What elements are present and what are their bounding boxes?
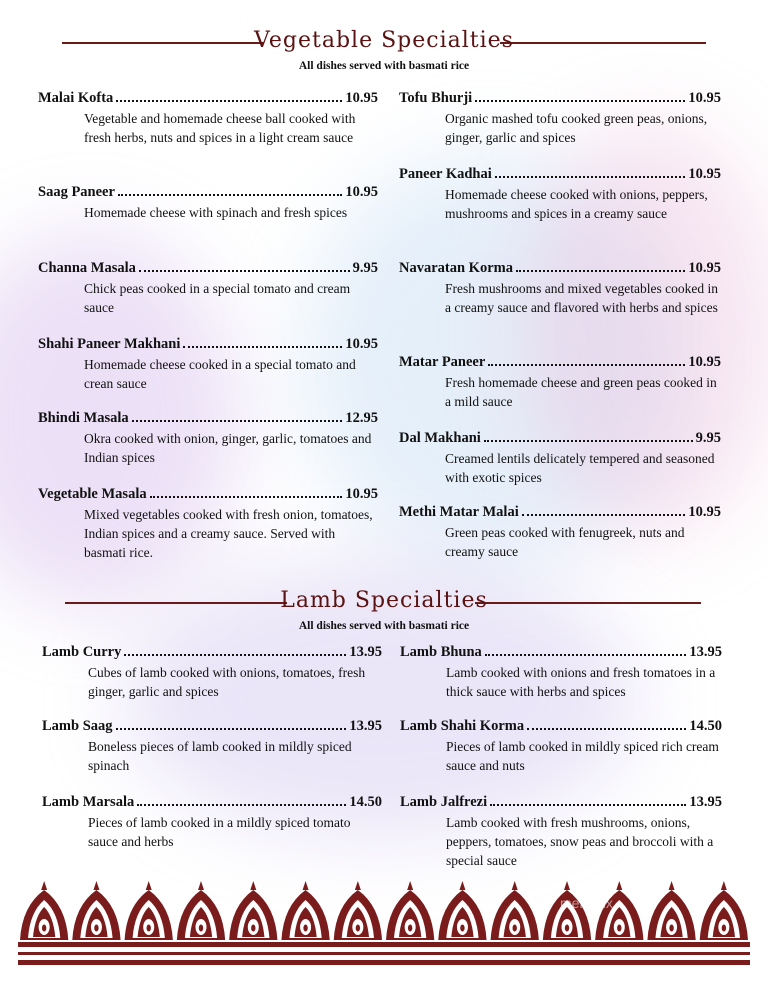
paisley-motif-dot	[460, 925, 464, 932]
dot-leader	[132, 420, 343, 422]
menu-item-description: Fresh homemade cheese and green peas cooked in a mild sauce	[445, 375, 717, 409]
menu-item-name: Channa Masala	[38, 260, 136, 276]
dot-leader	[183, 346, 342, 348]
paisley-motif-dot	[356, 925, 360, 932]
menu-item-name: Bhindi Masala	[38, 410, 129, 426]
paisley-motif-tip	[407, 881, 413, 890]
dot-leader	[118, 194, 342, 196]
border-band	[18, 952, 750, 955]
menu-item-description: Fresh mushrooms and mixed vegetables cooked in a creamy sauce and flavored with herbs and spices	[445, 281, 718, 315]
menu-item-price: 10.95	[345, 336, 378, 352]
menu-item-description: Mixed vegetables cooked with fresh onion, tomatoes, Indian spices and a creamy sauce. Served with basmati rice.	[84, 507, 373, 560]
dot-leader	[150, 496, 343, 498]
paisley-motif-tip	[721, 881, 727, 890]
menu-item	[399, 430, 721, 487]
dot-leader	[137, 804, 346, 806]
paisley-motif-tip	[93, 881, 99, 890]
menu-item-line	[38, 184, 378, 201]
menu-item	[38, 410, 378, 467]
menu-item	[38, 486, 378, 562]
menu-item-description: Boneless pieces of lamb cooked in mildly spiced spinach	[88, 739, 352, 773]
dot-leader	[116, 100, 342, 102]
border-band	[18, 942, 750, 947]
menu-item-line	[399, 166, 721, 183]
menu-item-name: Dal Makhani	[399, 430, 481, 446]
paisley-motif-tip	[198, 881, 204, 890]
menu-item-line	[400, 794, 722, 811]
menu-item-price: 10.95	[688, 90, 721, 106]
menu-item-name: Lamb Curry	[42, 644, 122, 660]
section-subtitle: All dishes served with basmati rice	[298, 60, 470, 72]
menu-item-price: 13.95	[689, 794, 722, 810]
menu-item-price: 10.95	[688, 504, 721, 520]
dot-leader	[116, 728, 347, 730]
menu-item	[399, 354, 721, 411]
menu-item-price: 12.95	[345, 410, 378, 426]
section-header-vegetable	[0, 28, 768, 78]
paisley-motif-dot	[303, 925, 307, 932]
section-title: Lamb Specialties	[280, 588, 488, 613]
menu-item-name: Methi Matar Malai	[399, 504, 519, 520]
menu-item	[400, 794, 722, 870]
dot-leader	[488, 364, 685, 366]
menu-item-line	[38, 336, 378, 353]
menu-item-name: Matar Paneer	[399, 354, 486, 370]
menu-item-line	[400, 718, 722, 735]
dot-leader	[484, 440, 693, 442]
dot-leader	[527, 728, 686, 730]
menu-item-price: 10.95	[345, 90, 378, 106]
menu-item-description: Homemade cheese cooked in a special tomato and crean sauce	[84, 357, 356, 391]
menu-item	[399, 260, 721, 317]
menu-item-line	[399, 354, 721, 371]
menu-item-price: 13.95	[349, 718, 382, 734]
menu-item-description: Pieces of lamb cooked in a mildly spiced tomato sauce and herbs	[88, 815, 351, 849]
paisley-motif-dot	[94, 925, 98, 932]
menu-item	[400, 718, 722, 775]
menu-item-line	[399, 260, 721, 277]
menu-item	[38, 260, 378, 317]
paisley-motif-tip	[459, 881, 465, 890]
menu-item-line	[399, 504, 721, 521]
dot-leader	[522, 514, 686, 516]
paisley-motif-tip	[250, 881, 256, 890]
menu-item-line	[399, 430, 721, 447]
menu-item	[38, 90, 378, 147]
paisley-motif-dot	[408, 925, 412, 932]
menu-item-name: Lamb Saag	[42, 718, 113, 734]
menu-item-description: Homemade cheese cooked with onions, peppers, mushrooms and spices in a creamy sauce	[445, 187, 708, 221]
section-subtitle: All dishes served with basmati rice	[298, 620, 470, 632]
section-title: Vegetable Specialties	[254, 28, 514, 53]
menu-item-line	[38, 486, 378, 503]
dot-leader	[495, 176, 686, 178]
paisley-motif-tip	[616, 881, 622, 890]
menu-item-description: Lamb cooked with onions and fresh tomatoes in a thick sauce with herbs and spices	[446, 665, 716, 699]
dot-leader	[124, 654, 346, 656]
paisley-motif-dot	[42, 925, 46, 932]
paisley-motif-tip	[303, 881, 309, 890]
menu-item-name: Vegetable Masala	[38, 486, 147, 502]
menu-item-description: Chick peas cooked in a special tomato and cream sauce	[84, 281, 351, 315]
menu-item-name: Navaratan Korma	[399, 260, 513, 276]
watermark: menupix	[560, 895, 613, 911]
paisley-motif-dot	[669, 925, 673, 932]
menu-item-price: 10.95	[688, 166, 721, 182]
menu-item	[38, 336, 378, 393]
menu-item-line	[42, 644, 382, 661]
menu-item-name: Lamb Shahi Korma	[400, 718, 525, 734]
menu-item	[399, 90, 721, 147]
menu-item-price: 10.95	[345, 486, 378, 502]
menu-item-price: 13.95	[349, 644, 382, 660]
dot-leader	[475, 100, 685, 102]
dot-leader	[490, 804, 686, 806]
paisley-motif-dot	[199, 925, 203, 932]
paisley-motif-tip	[355, 881, 361, 890]
menu-item-name: Paneer Kadhai	[399, 166, 492, 182]
menu-item-name: Malai Kofta	[38, 90, 114, 106]
menu-item-description: Lamb cooked with fresh mushrooms, onions, peppers, tomatoes, snow peas and broccoli with a special sauce	[446, 815, 714, 868]
menu-item-line	[38, 410, 378, 427]
menu-item-line	[42, 794, 382, 811]
menu-item-price: 13.95	[689, 644, 722, 660]
menu-item-name: Saag Paneer	[38, 184, 115, 200]
menu-item-price: 10.95	[345, 184, 378, 200]
paisley-motif-dot	[147, 925, 151, 932]
menu-item-name: Lamb Jalfrezi	[400, 794, 488, 810]
menu-item-description: Vegetable and homemade cheese ball cooked with fresh herbs, nuts and spices in a light cream sauce	[84, 111, 356, 145]
decorative-paisley-border	[18, 880, 750, 972]
section-header-lamb	[0, 588, 768, 638]
paisley-motif-tip	[146, 881, 152, 890]
paisley-motif-dot	[722, 925, 726, 932]
paisley-motif-tip	[564, 881, 570, 890]
menu-item	[42, 644, 382, 701]
paisley-motif-tip	[669, 881, 675, 890]
paisley-motif-dot	[565, 925, 569, 932]
menu-item-name: Lamb Bhuna	[400, 644, 482, 660]
menu-item-line	[399, 90, 721, 107]
menu-item-price: 9.95	[352, 260, 378, 276]
menu-item-line	[38, 260, 378, 277]
menu-item-line	[400, 644, 722, 661]
dot-leader	[139, 270, 350, 272]
menu-item	[400, 644, 722, 701]
menu-item-description: Okra cooked with onion, ginger, garlic, tomatoes and Indian spices	[84, 431, 372, 465]
menu-item-description: Organic mashed tofu cooked green peas, onions, ginger, garlic and spices	[445, 111, 708, 145]
menu-item-description: Creamed lentils delicately tempered and seasoned with exotic spices	[445, 451, 715, 485]
menu-item-price: 10.95	[688, 260, 721, 276]
menu-item-name: Shahi Paneer Makhani	[38, 336, 181, 352]
paisley-motif-tip	[512, 881, 518, 890]
menu-item-name: Lamb Marsala	[42, 794, 135, 810]
menu-item-line	[38, 90, 378, 107]
paisley-motif-dot	[617, 925, 621, 932]
paisley-motif-tip	[41, 881, 47, 890]
dot-leader	[485, 654, 687, 656]
menu-item-name: Tofu Bhurji	[399, 90, 473, 106]
dot-leader	[516, 270, 685, 272]
menu-item-price: 10.95	[688, 354, 721, 370]
menu-item-line	[42, 718, 382, 735]
menu-item	[38, 184, 378, 222]
menu-item	[42, 794, 382, 851]
menu-item-price: 14.50	[689, 718, 722, 734]
menu-item-description: Green peas cooked with fenugreek, nuts and creamy sauce	[445, 525, 685, 559]
menu-item-description: Homemade cheese with spinach and fresh spices	[84, 205, 348, 220]
menu-item-description: Pieces of lamb cooked in mildly spiced rich cream sauce and nuts	[446, 739, 719, 773]
paisley-motif-dot	[513, 925, 517, 932]
menu-item-description: Cubes of lamb cooked with onions, tomatoes, fresh ginger, garlic and spices	[88, 665, 366, 699]
menu-item-price: 14.50	[349, 794, 382, 810]
menu-item	[399, 504, 721, 561]
menu-item	[399, 166, 721, 223]
border-band	[18, 960, 750, 965]
menu-item	[42, 718, 382, 775]
menu-item-price: 9.95	[695, 430, 721, 446]
paisley-motif-dot	[251, 925, 255, 932]
